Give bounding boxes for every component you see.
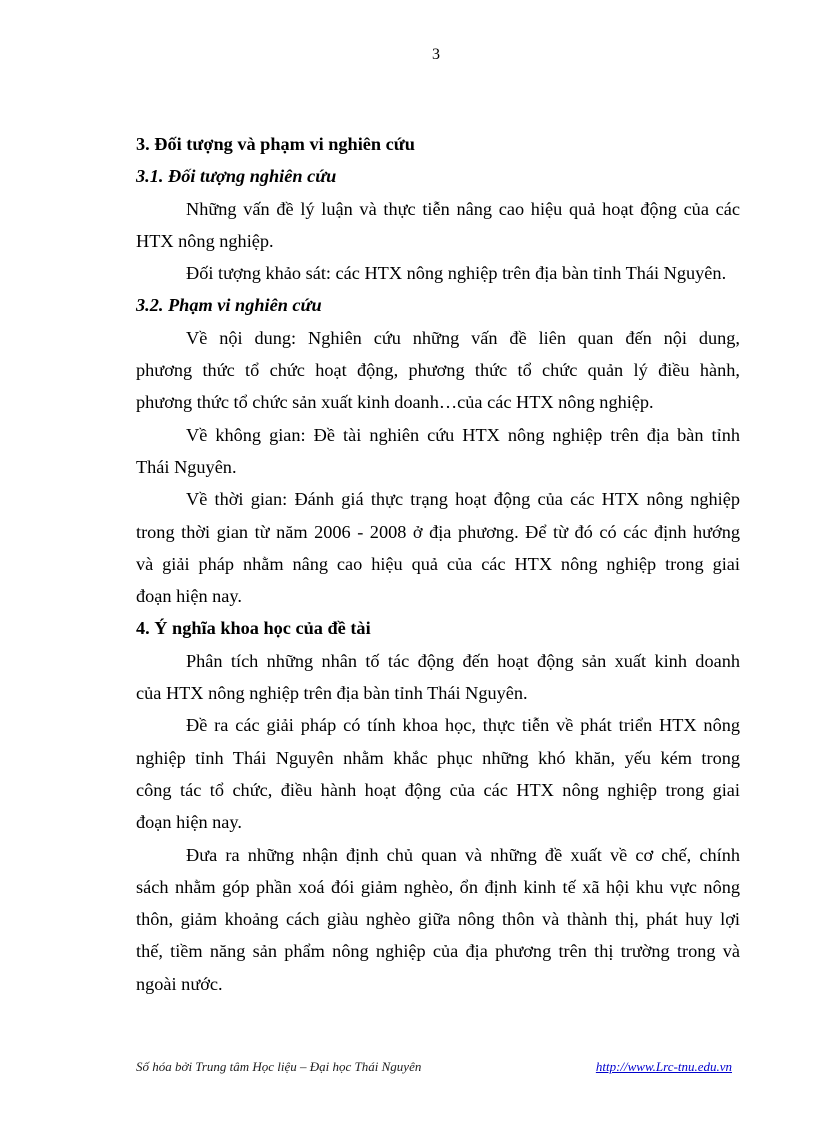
paragraph-line: của HTX nông nghiệp trên địa bàn tỉnh Thái Nguyên. [136,683,528,704]
section-3-1-heading: 3.1. Đối tượng nghiên cứu [136,166,337,187]
paragraph-line: Thái Nguyên. [136,456,237,477]
section-3-2-heading: 3.2. Phạm vi nghiên cứu [136,295,322,316]
paragraph-line: ngoài nước. [136,973,223,994]
paragraph-line: thế, tiềm năng sản phẩm nông nghiệp của địa phương trên thị trường trong và [136,941,740,962]
paragraph-line: Đối tượng khảo sát: các HTX nông nghiệp trên địa bàn tỉnh Thái Nguyên. [186,263,727,284]
paragraph-line: trong thời gian từ năm 2006 - 2008 ở địa phương. Để từ đó có các định hướng [136,521,740,542]
paragraph-line: Phân tích những nhân tố tác động đến hoạt động sản xuất kinh doanh [186,650,740,671]
paragraph-line: phương thức tổ chức hoạt động, phương thức tổ chức quản lý điều hành, [136,360,740,381]
paragraph-line: công tác tổ chức, điều hành hoạt động của các HTX nông nghiệp trong giai [136,779,740,800]
paragraph-line: Đưa ra những nhận định chủ quan và những đề xuất về cơ chế, chính [186,844,740,865]
footer-source-text: Số hóa bởi Trung tâm Học liệu – Đại học Thái Nguyên [136,1059,422,1074]
paragraph-line: Về thời gian: Đánh giá thực trạng hoạt động của các HTX nông nghiệp [186,489,740,510]
paragraph-line: thôn, giảm khoảng cách giàu nghèo giữa nông thôn và thành thị, phát huy lợi [136,909,740,930]
paragraph-line: phương thức tổ chức sản xuất kinh doanh…của các HTX nông nghiệp. [136,392,654,413]
paragraph-line: đoạn hiện nay. [136,812,242,833]
paragraph-line: sách nhằm góp phần xoá đói giảm nghèo, ổn định kinh tế xã hội khu vực nông [136,876,740,897]
document-body [136,128,740,1000]
paragraph-line: và giải pháp nhằm nâng cao hiệu quả của các HTX nông nghiệp trong giai [136,553,740,574]
paragraph-line: Về nội dung: Nghiên cứu những vấn đề liên quan đến nội dung, [186,327,740,348]
paragraph-line: nghiệp tỉnh Thái Nguyên nhằm khắc phục những khó khăn, yếu kém trong [136,747,740,768]
paragraph-line: Những vấn đề lý luận và thực tiễn nâng cao hiệu quả hoạt động của các [186,198,740,219]
paragraph-line: đoạn hiện nay. [136,586,242,607]
section-4-heading: 4. Ý nghĩa khoa học của đề tài [136,618,371,639]
paragraph-line: HTX nông nghiệp. [136,230,274,251]
footer-link[interactable]: http://www.Lrc-tnu.edu.vn [595,1059,732,1074]
paragraph-line: Đề ra các giải pháp có tính khoa học, thực tiễn về phát triển HTX nông [186,715,740,736]
section-3-heading: 3. Đối tượng và phạm vi nghiên cứu [136,134,415,154]
paragraph-line: Về không gian: Đề tài nghiên cứu HTX nông nghiệp trên địa bàn tỉnh [186,424,740,445]
page-number: 3 [432,46,440,63]
